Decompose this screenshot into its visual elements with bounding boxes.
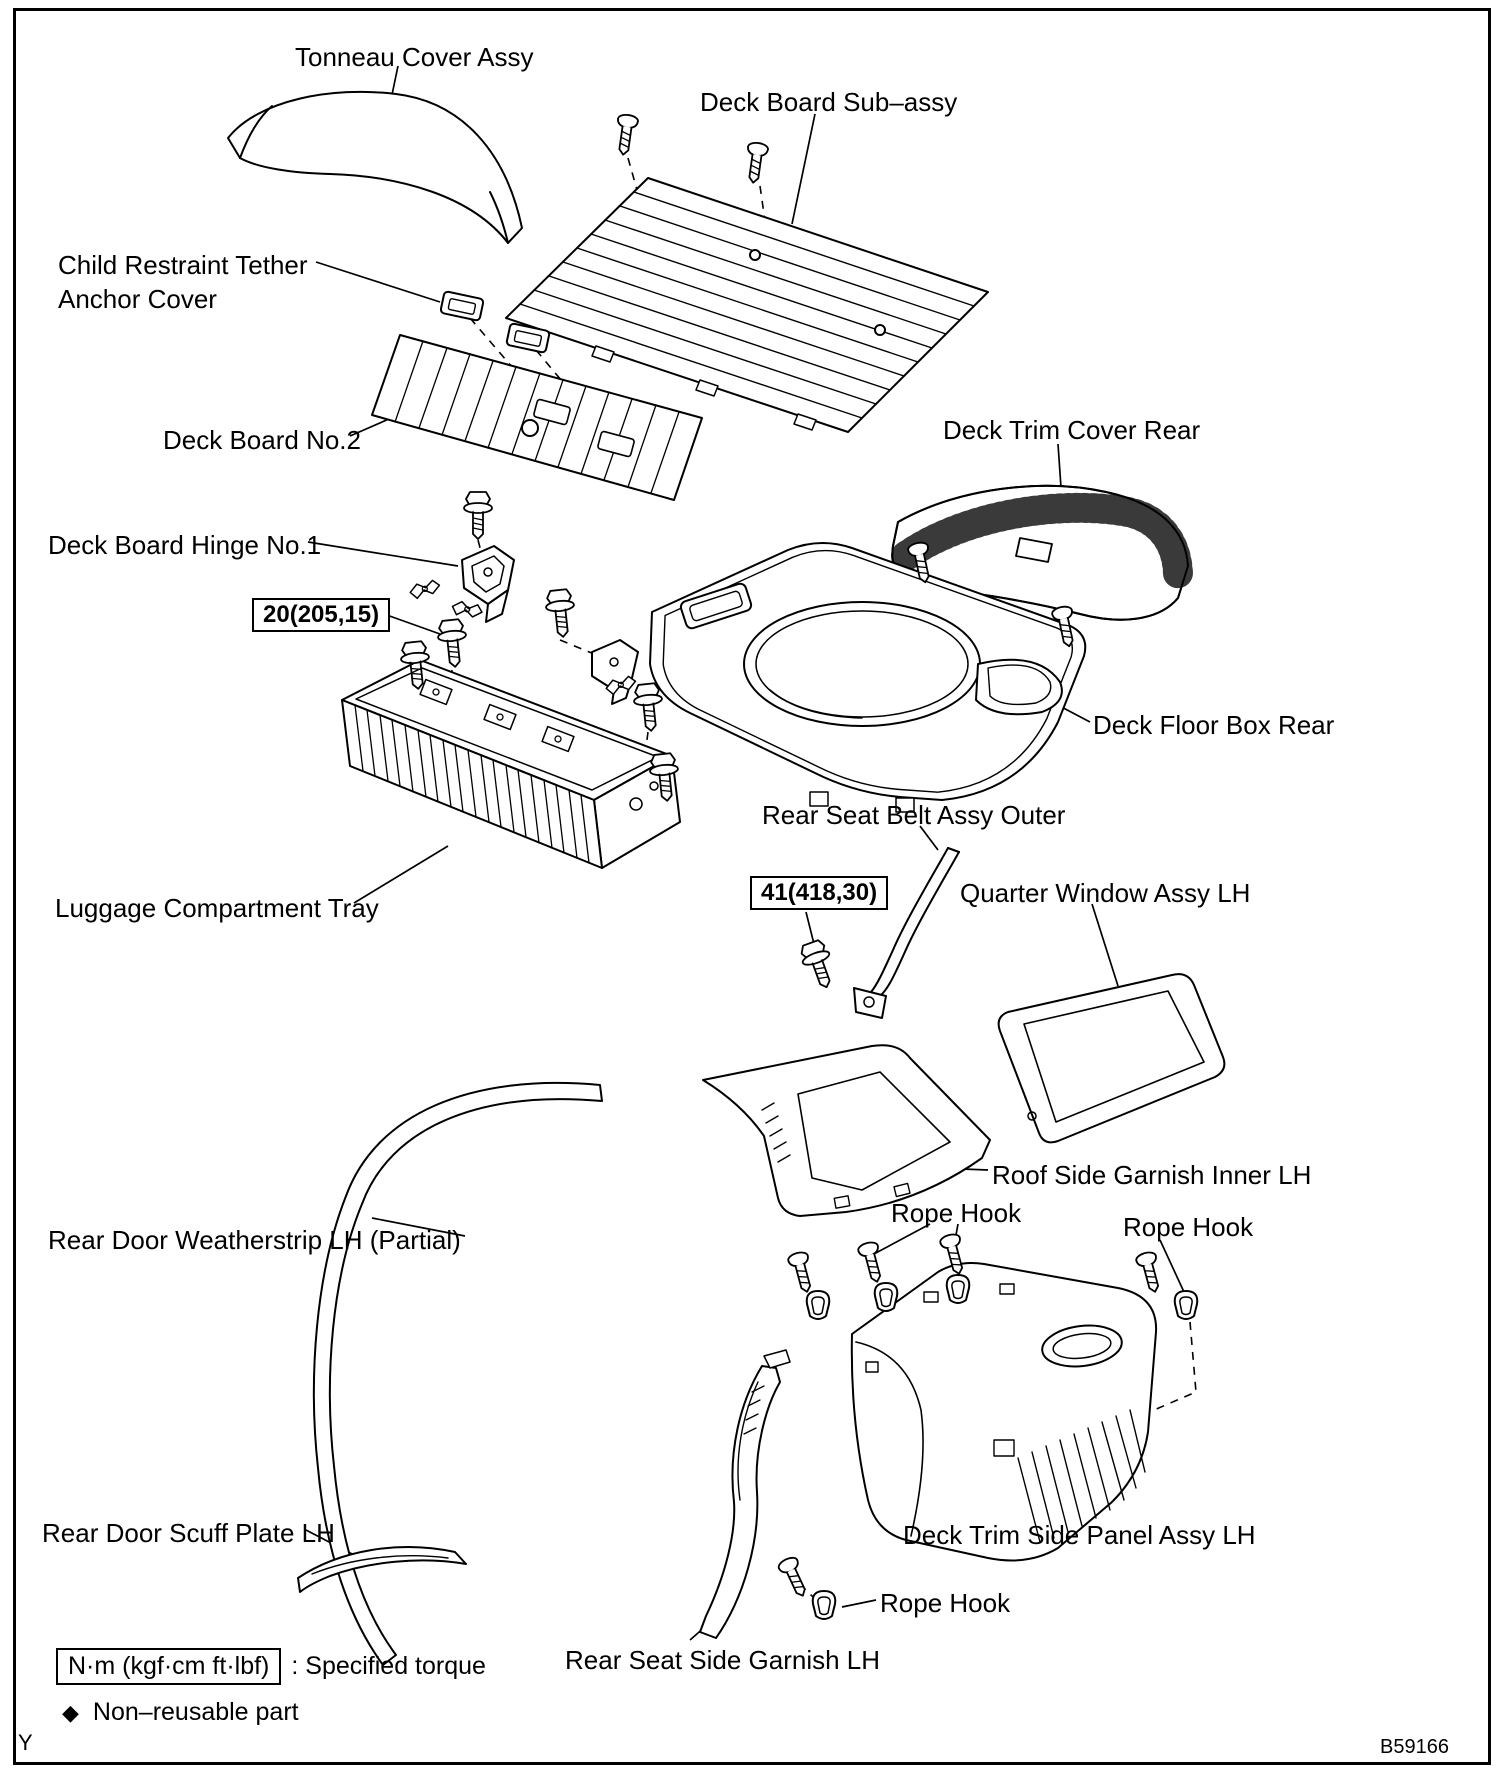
clamp-icon (409, 579, 441, 599)
deck-board-hinge-second-part (592, 640, 638, 704)
label-rear-seat-belt-outer: Rear Seat Belt Assy Outer (762, 800, 1066, 830)
legend-torque-row (56, 1648, 486, 1685)
label-rope-hook-center: Rope Hook (891, 1198, 1022, 1228)
deck-trim-side-panel-part (852, 1263, 1156, 1560)
legend-non-reusable-row (62, 1698, 299, 1727)
label-roof-side-garnish-inner-lh: Roof Side Garnish Inner LH (992, 1160, 1312, 1190)
label-tonneau-cover: Tonneau Cover Assy (295, 42, 534, 72)
rear-door-weatherstrip-part (314, 1083, 602, 1665)
label-child-restraint-tether (58, 248, 308, 317)
bolt-icon (797, 938, 839, 992)
label-deck-board-hinge-no1: Deck Board Hinge No.1 (48, 530, 322, 560)
rope-hook-icon (807, 1291, 830, 1319)
screw-icon (1135, 1251, 1165, 1295)
rear-seat-belt-outer-part (854, 848, 959, 1018)
label-luggage-compartment-tray: Luggage Compartment Tray (55, 893, 379, 923)
screw-icon (857, 1241, 887, 1285)
rope-hook-icon (813, 1591, 836, 1619)
rear-seat-side-garnish-part (700, 1350, 790, 1638)
label-rope-hook-right: Rope Hook (1123, 1212, 1254, 1242)
legend-non-reusable-text: Non–reusable part (92, 1698, 299, 1726)
label-deck-trim-side-panel: Deck Trim Side Panel Assy LH (903, 1520, 1256, 1550)
label-child-restraint-line1: Child Restraint Tether (58, 250, 308, 280)
screw-icon (743, 142, 768, 184)
bolt-icon (544, 589, 577, 639)
label-child-restraint-line2: Anchor Cover (58, 284, 217, 315)
label-deck-board-no2: Deck Board No.2 (163, 425, 361, 455)
label-deck-floor-box-rear: Deck Floor Box Rear (1093, 710, 1335, 740)
label-rear-door-scuff-plate: Rear Door Scuff Plate LH (42, 1518, 335, 1548)
legend-torque-caption: : Specified torque (291, 1652, 486, 1680)
luggage-compartment-tray-part (342, 660, 680, 868)
label-quarter-window-assy-lh: Quarter Window Assy LH (960, 878, 1251, 908)
screw-icon (777, 1555, 812, 1600)
bolt-icon (436, 619, 469, 669)
label-rear-seat-side-garnish: Rear Seat Side Garnish LH (565, 1645, 881, 1675)
quarter-window-part (999, 974, 1225, 1142)
bolt-icon (464, 492, 492, 539)
tonneau-cover-part (228, 92, 522, 243)
page-letter: Y (18, 1730, 33, 1755)
rope-hook-icon (947, 1275, 970, 1303)
rope-hook-icon (875, 1283, 898, 1311)
label-deck-board-sub-assy: Deck Board Sub–assy (700, 87, 958, 117)
screw-icon (787, 1251, 817, 1295)
label-rear-door-weatherstrip: Rear Door Weatherstrip LH (Partial) (48, 1225, 461, 1255)
figure-code: B59166 (1380, 1736, 1449, 1758)
label-deck-trim-cover-rear: Deck Trim Cover Rear (943, 415, 1201, 445)
clamp-icon (451, 599, 484, 621)
non-reusable-diamond-icon: ◆ (62, 1699, 79, 1725)
label-rope-hook-bottom: Rope Hook (880, 1588, 1011, 1618)
legend-torque-unit-box: N·m (kgf·cm ft·lbf) (56, 1648, 281, 1685)
torque-spec-rear-seat-belt: 41(418,30) (750, 876, 888, 910)
torque-spec-deck-board-hinge: 20(205,15) (252, 598, 390, 632)
screw-icon (613, 114, 638, 156)
rope-hook-icon (1175, 1291, 1198, 1319)
rear-door-scuff-plate-part (298, 1547, 466, 1592)
roof-side-garnish-inner-part (703, 1045, 990, 1216)
